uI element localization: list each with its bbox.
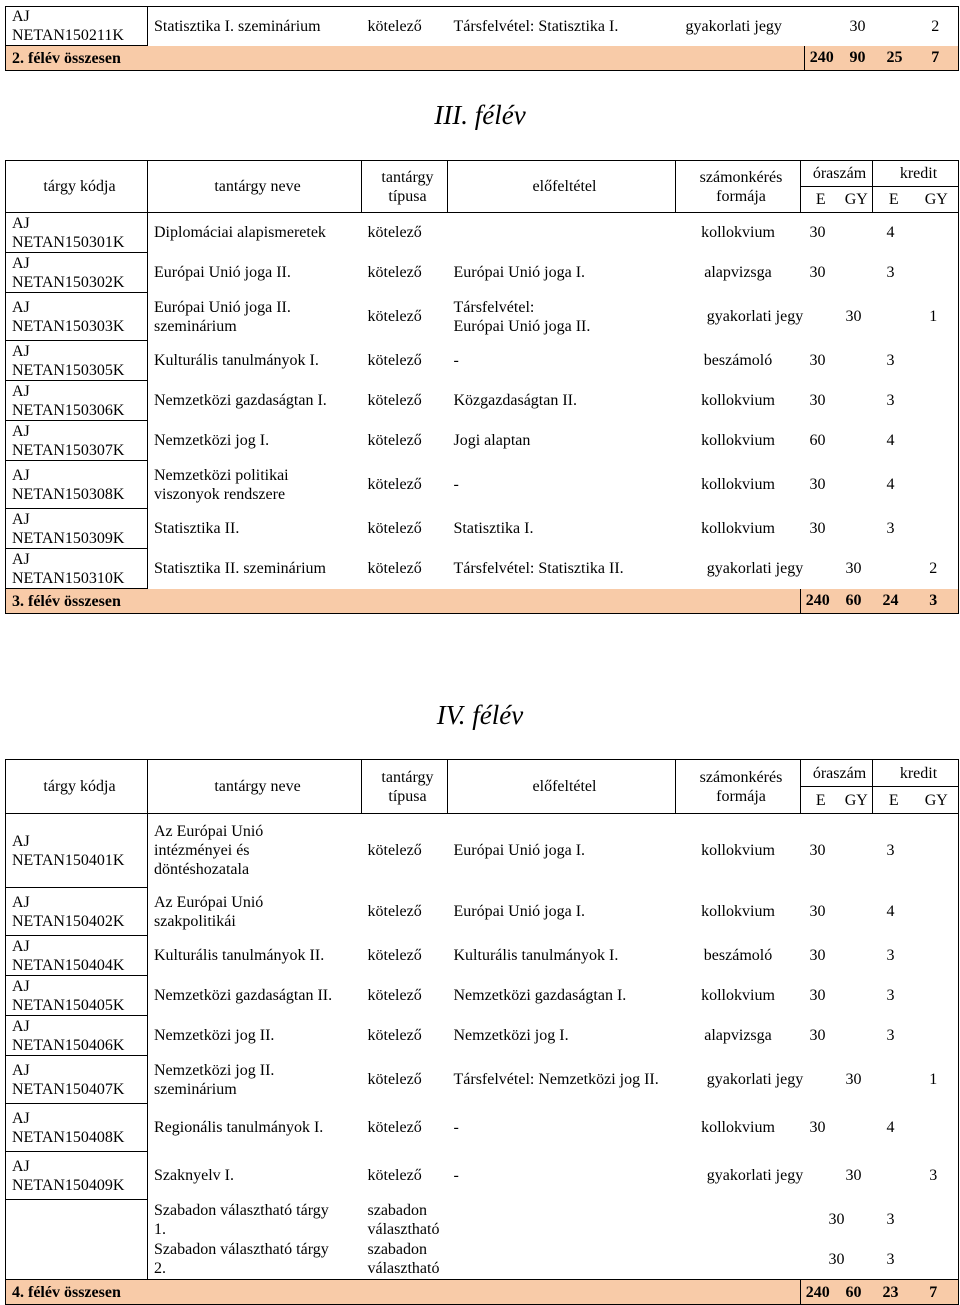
- semester-total-label: 3. félév összesen: [6, 589, 801, 614]
- course-name: Nemzetközi jog I.: [154, 432, 270, 449]
- header-hours-e: E: [801, 787, 835, 814]
- course-prereq: Nemzetközi jog I.: [453, 1027, 569, 1044]
- course-assessment: beszámoló: [703, 352, 773, 369]
- header-credit: kredit: [873, 760, 959, 787]
- course-hours: 30: [828, 1250, 845, 1268]
- course-code: AJ NETAN150303K: [6, 293, 148, 341]
- course-hours: 30: [845, 560, 862, 577]
- course-type: szabadon választható: [367, 1241, 440, 1278]
- course-credit: 3: [886, 264, 895, 281]
- course-name: Kulturális tanulmányok I.: [154, 352, 319, 369]
- course-code: AJ NETAN150309K: [6, 509, 148, 549]
- course-type: kötelező: [367, 1027, 422, 1044]
- course-type: kötelező: [367, 903, 422, 920]
- course-prereq: Jogi alaptan: [453, 432, 531, 449]
- total-credit-gy: 7: [909, 1280, 959, 1305]
- header-credit-gy: GY: [909, 187, 959, 213]
- course-assessment: alapvizsga: [704, 1027, 772, 1044]
- course-credit: 3: [886, 1250, 895, 1268]
- semester-3-table: [5, 160, 959, 614]
- course-assessment: gyakorlati jegy: [706, 560, 804, 577]
- course-code: AJ NETAN150308K: [6, 461, 148, 509]
- course-credit: 3: [886, 352, 895, 369]
- total-credit-gy: 7: [913, 46, 959, 71]
- course-assessment: alapvizsga: [704, 264, 772, 281]
- table-row: [6, 1200, 959, 1240]
- course-hours: 30: [845, 1167, 862, 1184]
- course-type: kötelező: [367, 224, 422, 242]
- course-prereq: Társfelvétel: Statisztika I.: [453, 17, 619, 35]
- course-hours: 30: [809, 224, 826, 242]
- course-prereq: -: [453, 1119, 459, 1136]
- course-hours: 30: [809, 520, 826, 537]
- course-prereq: Közgazdaságtan II.: [453, 392, 577, 409]
- course-code: AJ NETAN150409K: [6, 1152, 148, 1200]
- course-assessment: kollokvium: [701, 476, 775, 493]
- course-hours: 30: [809, 264, 826, 281]
- course-assessment: kollokvium: [701, 842, 775, 860]
- course-name: Az Európai Unió szakpolitikái: [154, 893, 264, 930]
- course-hours: 30: [809, 947, 826, 964]
- course-name: Nemzetközi gazdaságtan I.: [154, 392, 327, 409]
- table-header-row: [6, 161, 959, 187]
- course-code: AJ NETAN150306K: [6, 381, 148, 421]
- header-credit-e: E: [873, 187, 909, 213]
- course-hours: 30: [809, 842, 826, 860]
- table-row: [6, 1240, 959, 1280]
- course-credit: 4: [886, 903, 895, 920]
- course-code: AJ NETAN150211K: [6, 7, 148, 46]
- header-hours: óraszám: [801, 161, 873, 187]
- course-type: kötelező: [367, 987, 422, 1004]
- course-hours: 30: [809, 476, 826, 493]
- course-name: Regionális tanulmányok I.: [154, 1119, 324, 1136]
- course-assessment: kollokvium: [701, 520, 775, 537]
- course-type: kötelező: [367, 1167, 422, 1184]
- course-code: AJ NETAN150310K: [6, 549, 148, 589]
- semester-total-label: 2. félév összesen: [6, 46, 805, 71]
- course-prereq: [448, 213, 676, 253]
- course-assessment: gyakorlati jegy: [685, 17, 782, 35]
- total-hours-e: 240: [805, 46, 839, 71]
- course-type: kötelező: [367, 264, 422, 281]
- table-row: [6, 1152, 959, 1200]
- table-row: [6, 213, 959, 253]
- course-type: kötelező: [367, 17, 422, 35]
- course-assessment: gyakorlati jegy: [706, 1071, 804, 1088]
- course-credit: 3: [886, 947, 895, 964]
- course-prereq: Európai Unió joga I.: [453, 903, 586, 920]
- course-hours: 30: [828, 1211, 845, 1228]
- course-prereq: -: [453, 476, 459, 493]
- course-credit: 2: [929, 560, 938, 577]
- course-name: Nemzetközi gazdaságtan II.: [154, 987, 333, 1004]
- total-hours-gy: 90: [839, 46, 877, 71]
- course-type: kötelező: [367, 308, 422, 325]
- course-credit: 2: [931, 17, 940, 35]
- course-credit: 4: [886, 224, 895, 242]
- course-credit: 1: [929, 1071, 938, 1088]
- header-hours: óraszám: [801, 760, 873, 787]
- header-hours-e: E: [801, 187, 835, 213]
- course-type: kötelező: [367, 1071, 422, 1088]
- course-hours: 30: [809, 903, 826, 920]
- course-name: Európai Unió joga II. szeminárium: [154, 298, 291, 335]
- table-row: [6, 381, 959, 421]
- course-prereq: Nemzetközi gazdaságtan I.: [453, 987, 627, 1004]
- course-code: AJ NETAN150401K: [6, 814, 148, 888]
- course-prereq: Társfelvétel: Nemzetközi jog II.: [453, 1071, 659, 1088]
- header-type: tantárgy típusa: [362, 161, 448, 213]
- course-type: kötelező: [367, 560, 422, 577]
- header-credit: kredit: [873, 161, 959, 187]
- course-prereq: Társfelvétel: Európai Unió joga II.: [453, 298, 591, 335]
- course-prereq: Statisztika I.: [453, 520, 534, 537]
- course-credit: 3: [886, 1211, 895, 1228]
- course-code: AJ NETAN150406K: [6, 1016, 148, 1056]
- course-assessment: kollokvium: [701, 432, 775, 449]
- course-type: kötelező: [367, 520, 422, 537]
- header-credit-gy: GY: [909, 787, 959, 814]
- table-row: [6, 936, 959, 976]
- semester-3-title: III. félév: [434, 100, 526, 130]
- course-type: kötelező: [367, 476, 422, 493]
- semester-2-tail-table: [5, 6, 959, 71]
- course-credit: 3: [886, 392, 895, 409]
- semester-total-label: 4. félév összesen: [6, 1280, 801, 1305]
- course-hours: 30: [845, 1071, 862, 1088]
- table-row: [6, 461, 959, 509]
- course-name: Szabadon választható tárgy 1.: [154, 1201, 329, 1238]
- course-hours: 30: [809, 1119, 826, 1136]
- course-prereq: Európai Unió joga I.: [453, 264, 586, 281]
- total-credit-e: 25: [877, 46, 913, 71]
- course-assessment: gyakorlati jegy: [706, 308, 804, 325]
- course-assessment: gyakorlati jegy: [706, 1167, 804, 1184]
- semester-total-row: [6, 46, 959, 71]
- total-credit-gy: 3: [909, 589, 959, 614]
- course-credit: 3: [886, 842, 895, 860]
- header-name: tantárgy neve: [148, 760, 362, 814]
- course-credit: 4: [886, 476, 895, 493]
- header-credit-e: E: [873, 787, 909, 814]
- course-credit: 4: [886, 432, 895, 449]
- table-row: [6, 1016, 959, 1056]
- header-assessment: számonkérés formája: [676, 161, 801, 213]
- table-row: [6, 7, 959, 46]
- course-hours: 30: [809, 352, 826, 369]
- table-row: [6, 1104, 959, 1152]
- course-name: Diplomáciai alapismeretek: [154, 224, 326, 242]
- course-code: AJ NETAN150405K: [6, 976, 148, 1016]
- table-row: [6, 549, 959, 589]
- total-hours-gy: 60: [835, 1280, 873, 1305]
- course-hours: 60: [809, 432, 826, 449]
- table-row: [6, 253, 959, 293]
- course-assessment: beszámoló: [703, 947, 773, 964]
- header-assessment: számonkérés formája: [676, 760, 801, 814]
- course-type: kötelező: [367, 1119, 422, 1136]
- course-code: AJ NETAN150305K: [6, 341, 148, 381]
- header-type: tantárgy típusa: [362, 760, 448, 814]
- table-row: [6, 341, 959, 381]
- course-assessment: kollokvium: [701, 1119, 775, 1136]
- total-hours-e: 240: [801, 589, 835, 614]
- table-row: [6, 814, 959, 888]
- course-prereq: Kulturális tanulmányok I.: [453, 947, 619, 964]
- semester-total-row: [6, 589, 959, 614]
- table-row: [6, 1056, 959, 1104]
- course-assessment: kollokvium: [701, 392, 775, 409]
- header-hours-gy: GY: [835, 787, 873, 814]
- semester-4-table: [5, 759, 959, 1305]
- course-hours: 30: [809, 392, 826, 409]
- course-code: AJ NETAN150301K: [6, 213, 148, 253]
- total-credit-e: 23: [873, 1280, 909, 1305]
- course-credit: 3: [886, 1027, 895, 1044]
- table-row: [6, 421, 959, 461]
- course-name: Európai Unió joga II.: [154, 264, 291, 281]
- course-credit: 3: [886, 520, 895, 537]
- course-hours: 30: [809, 1027, 826, 1044]
- table-row: [6, 509, 959, 549]
- header-code: tárgy kódja: [6, 161, 148, 213]
- course-credit: 4: [886, 1119, 895, 1136]
- header-code: tárgy kódja: [6, 760, 148, 814]
- course-type: kötelező: [367, 392, 422, 409]
- total-hours-e: 240: [801, 1280, 835, 1305]
- table-row: [6, 976, 959, 1016]
- course-name: Az Európai Unió intézményei és döntéshozatala: [154, 823, 264, 879]
- course-name: Nemzetközi politikai viszonyok rendszere: [154, 466, 289, 503]
- semester-4-title: IV. félév: [436, 700, 524, 730]
- course-code: AJ NETAN150302K: [6, 253, 148, 293]
- header-prereq: előfeltétel: [448, 760, 676, 814]
- course-type: kötelező: [367, 842, 422, 860]
- course-hours-gy: 30: [849, 17, 866, 35]
- header-prereq: előfeltétel: [448, 161, 676, 213]
- course-type: kötelező: [367, 352, 422, 369]
- course-type: kötelező: [367, 947, 422, 964]
- course-code: AJ NETAN150307K: [6, 421, 148, 461]
- course-assessment: kollokvium: [701, 903, 775, 920]
- course-name: Statisztika I. szeminárium: [154, 17, 321, 35]
- course-code: AJ NETAN150407K: [6, 1056, 148, 1104]
- course-type: szabadon választható: [367, 1201, 440, 1238]
- total-credit-e: 24: [873, 589, 909, 614]
- course-name: Nemzetközi jog II. szeminárium: [154, 1061, 275, 1098]
- course-credit: 1: [929, 308, 938, 325]
- course-name: Szabadon választható tárgy 2.: [154, 1241, 329, 1278]
- course-code: AJ NETAN150402K: [6, 888, 148, 936]
- course-assessment: kollokvium: [701, 987, 775, 1004]
- course-credit: 3: [929, 1167, 938, 1184]
- course-code: AJ NETAN150408K: [6, 1104, 148, 1152]
- table-row: [6, 293, 959, 341]
- course-hours: 30: [845, 308, 862, 325]
- header-hours-gy: GY: [835, 187, 873, 213]
- course-name: Nemzetközi jog II.: [154, 1027, 275, 1044]
- course-credit: 3: [886, 987, 895, 1004]
- table-header-row: [6, 760, 959, 787]
- course-hours: 30: [809, 987, 826, 1004]
- course-name: Kulturális tanulmányok II.: [154, 947, 325, 964]
- course-prereq: Európai Unió joga I.: [453, 842, 586, 860]
- course-name: Statisztika II.: [154, 520, 240, 537]
- header-name: tantárgy neve: [148, 161, 362, 213]
- course-name: Statisztika II. szeminárium: [154, 560, 326, 577]
- total-hours-gy: 60: [835, 589, 873, 614]
- course-prereq: -: [453, 352, 459, 369]
- course-prereq: -: [453, 1167, 459, 1184]
- course-name: Szaknyelv I.: [154, 1167, 234, 1184]
- course-assessment: kollokvium: [701, 224, 775, 242]
- table-row: [6, 888, 959, 936]
- course-type: kötelező: [367, 432, 422, 449]
- course-code: AJ NETAN150404K: [6, 936, 148, 976]
- course-prereq: Társfelvétel: Statisztika II.: [453, 560, 624, 577]
